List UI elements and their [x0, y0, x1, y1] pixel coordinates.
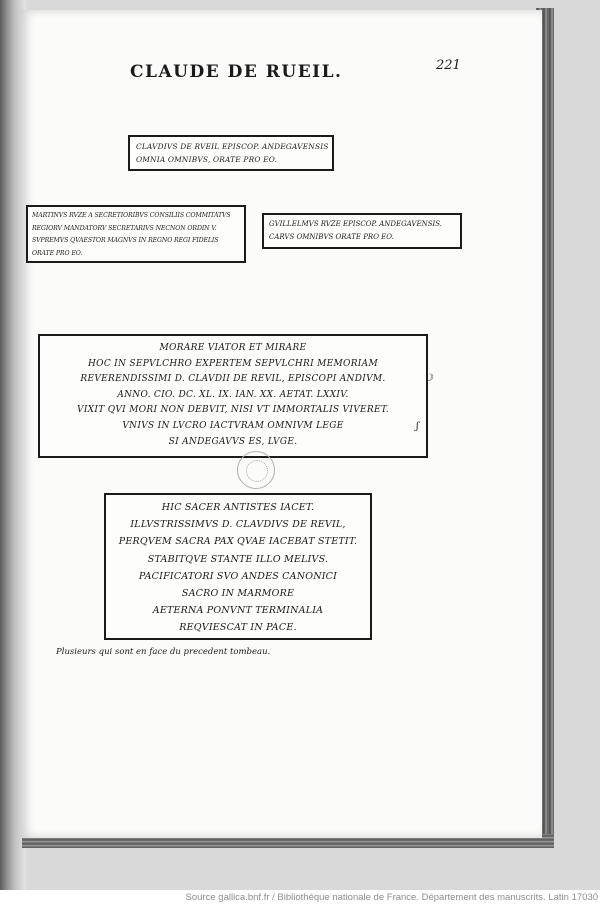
folio-number: 221 [436, 58, 461, 73]
inscription-claude-de-rueil [128, 135, 334, 171]
epitaph-line: MORARE VIATOR ET MIRARE [159, 343, 307, 353]
inscription-line: SVPREMVS QVAESTOR MAGNVS IN REGNO REGI FIDELIS [32, 237, 219, 244]
inscription-martin-ruze [26, 205, 246, 263]
inscription-line: ORATE PRO EO. [32, 249, 83, 257]
epitaph-line: VNIVS IN LVCRO IACTVRAM OMNIVM LEGE [122, 420, 344, 431]
epitaph-line: VIXIT QVI MORI NON DEBVIT, NISI VT IMMORTALIS VIVERET. [77, 405, 389, 416]
epitaph-line: ILLVSTRISSIMVS D. CLAVDIVS DE REVIL, [130, 519, 346, 531]
epitaph-line: SACRO IN MARMORE [181, 588, 295, 600]
epitaph-line: ANNO. CIO. DC. XL. IX. IAN. XX. AETAT. LXXIV. [117, 389, 349, 400]
inscription-line: CLAVDIVS DE RVEIL EPISCOP. ANDEGAVENSIS [136, 142, 329, 151]
inscription-line: OMNIA OMNIBVS, ORATE PRO EO. [136, 155, 278, 164]
epitaph-line: HOC IN SEPVLCHRO EXPERTEM SEPVLCHRI MEMORIAM [88, 358, 378, 369]
inscription-guillaume-ruze [262, 213, 462, 249]
epitaph-line: AETERNA PONVNT TERMINALIA [152, 605, 324, 617]
handwritten-note: Plusieurs qui sont en face du precedent tombeau. [56, 647, 271, 657]
epitaph-line: STABITQVE STANTE ILLO MELIVS. [147, 553, 329, 565]
epitaph-line: HIC SACER ANTISTES IACET. [161, 502, 315, 513]
epitaph-line: PERQVEM SACRA PAX QVAE IACEBAT STETIT. [118, 536, 358, 548]
epitaph-main [38, 334, 428, 458]
inscription-line: CARVS OMNIBVS ORATE PRO EO. [269, 233, 394, 241]
margin-mark-glyph: ʃ [416, 421, 419, 432]
epitaph-second [104, 493, 372, 640]
epitaph-line: REQVIESCAT IN PACE. [179, 622, 297, 634]
inscription-line: MARTINVS RVZE A SECRETIORIBVS CONSILIIS COMMITATVS [32, 212, 231, 219]
page-title: CLAUDE DE RUEIL. [130, 62, 343, 82]
source-credit: Source gallica.bnf.fr / Bibliothèque nationale de France. Département des manuscrits. Latin 17030 [185, 892, 598, 903]
library-stamp [237, 451, 275, 489]
margin-mark-glyph: ☽ [424, 373, 433, 384]
epitaph-line: REVERENDISSIMI D. CLAVDII DE REVIL, EPISCOPI ANDIVM. [80, 374, 386, 385]
epitaph-line: SI ANDEGAVVS ES, LVGE. [168, 436, 298, 447]
epitaph-line: PACIFICATORI SVO ANDES CANONICI [138, 570, 338, 582]
inscription-line: REGIORV MANDATORV SECRETARIVS NECNON ORDIN V. [32, 224, 217, 232]
inscription-line: GVILLELMVS RVZE EPISCOP. ANDEGAVENSIS. [269, 220, 443, 228]
